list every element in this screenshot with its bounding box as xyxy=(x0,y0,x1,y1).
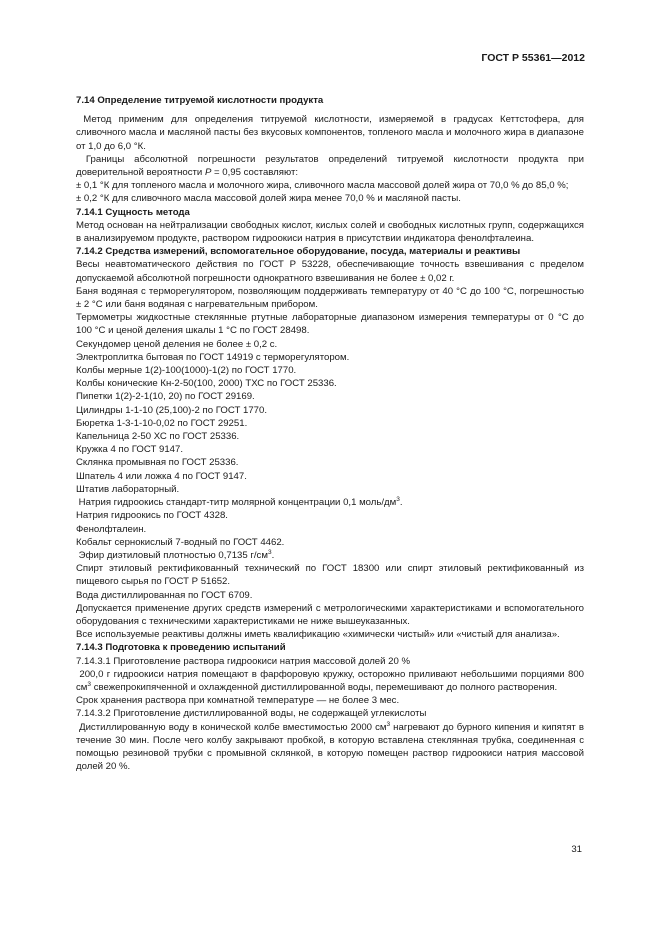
paragraph: ± 0,2 °К для сливочного масла массовой долей жира менее 70,0 % и масляной пасты. xyxy=(76,193,461,205)
list-item: Колбы мерные 1(2)-100(1000)-1(2) по ГОСТ 1770. xyxy=(76,365,297,377)
list-item: Допускается применение других средств измерений с метрологическими характеристиками и вспомогательного оборудования с техническими характеристиками не ниже вышеуказанных. xyxy=(76,602,584,627)
intro-text: Границы абсолютной погрешности результатов определений титруемой кислотности продукта при доверительной вероятности xyxy=(76,153,584,179)
paragraph xyxy=(76,153,584,179)
list-item: Весы неавтоматического действия по ГОСТ Р 53228, обеспечивающие точность взвешивания с пределом допускаемой абсолютной погрешности однократного взвешивания не более ± 0,02 г. xyxy=(76,259,584,284)
list-item-text: Натрия гидроокись стандарт-титр молярной концентрации 0,1 моль/дм xyxy=(78,497,397,509)
intro-text: Метод применим для определения титруемой кислотности, измеряемой в градусах Кеттстофера, для сливочного масла и масляной пасты без вкусовых компонентов, топленого масла и молочного жира в диапазоне от 1,0 до 6,0 °К. xyxy=(76,114,584,152)
list-item: Пипетки 1(2)-2-1(10, 20) по ГОСТ 29169. xyxy=(76,391,255,403)
list-item: Кружка 4 по ГОСТ 9147. xyxy=(76,444,184,456)
subsection-title-7143: 7.14.3 Подготовка к проведению испытаний xyxy=(76,642,286,654)
paragraph: Метод основан на нейтрализации свободных кислот, кислых солей и свободных кислотных групп, содержащихся в анализируемом продукте, раствором гидроокиси натрия в присутствии индикатора фенолфталеина. xyxy=(76,219,584,245)
reagent-list-2 xyxy=(76,562,584,641)
list-item-text: . xyxy=(271,549,275,561)
intro-text: = 0,95 составляют: xyxy=(211,167,299,179)
list-item xyxy=(76,549,584,562)
subsection-title-7142: 7.14.2 Средства измерений, вспомогательное оборудование, посуда, материалы и реактивы xyxy=(76,246,521,258)
subsection-title-7141: 7.14.1 Сущность метода xyxy=(76,206,190,218)
list-item: Термометры жидкостные стеклянные ртутные лабораторные диапазоном измерения температуры от 0 °С до 100 °С и ценой деления шкалы 1 °С по ГОСТ 28498. xyxy=(76,312,584,337)
list-item-text: Эфир диэтиловый плотностью 0,7135 г/см xyxy=(78,549,268,561)
paragraph xyxy=(76,668,584,694)
paragraph-text: 200,0 г гидроокиси натрия помещают в фарфоровую кружку, осторожно приливают небольшими порциями 800 см xyxy=(76,668,584,693)
list-item: Секундомер ценой деления не более ± 0,2 с. xyxy=(76,338,278,350)
list-item: Цилиндры 1-1-10 (25,100)-2 по ГОСТ 1770. xyxy=(76,404,267,416)
list-item: Спирт этиловый ректификованный технический по ГОСТ 18300 или спирт этиловый ректификованный из пищевого сырья по ГОСТ Р 51652. xyxy=(76,563,584,588)
paragraph-text: Дистиллированную воду в конической колбе вместимостью 2000 см xyxy=(79,721,387,733)
list-item: Электроплитка бытовая по ГОСТ 14919 с терморегулятором. xyxy=(76,351,350,363)
list-item: Колбы конические Кн-2-50(100, 2000) ТХС по ГОСТ 25336. xyxy=(76,378,337,390)
superscript: 3 xyxy=(267,548,272,556)
list-item: Капельница 2-50 ХС по ГОСТ 25336. xyxy=(76,431,240,443)
section-title: 7.14 Определение титруемой кислотности продукта xyxy=(76,95,324,106)
paragraph: Срок хранения раствора при комнатной температуре — не более 3 мес. xyxy=(76,695,400,707)
paragraph-text: нагревают до бурного кипения и кипятят в течение 30 мин. После чего колбу закрывают пробкой, в которую вставлена стеклянная трубка, соединенная с помощью резиновой трубки с промывной склянкой, в которую помещен раствор гидроокиси натрия массовой долей 20 %. xyxy=(76,721,584,773)
list-item: Фенолфталеин. xyxy=(76,523,147,535)
page-body xyxy=(76,94,584,773)
list-item: Натрия гидроокись по ГОСТ 4328. xyxy=(76,510,228,522)
superscript: 3 xyxy=(87,680,92,688)
reagent-list xyxy=(76,509,584,549)
list-item: Склянка промывная по ГОСТ 25336. xyxy=(76,457,239,469)
list-item-text: . xyxy=(399,497,403,509)
list-item: Бюретка 1-3-1-10-0,02 по ГОСТ 29251. xyxy=(76,417,248,429)
page-number: 31 xyxy=(571,844,582,855)
superscript: 3 xyxy=(386,720,391,728)
paragraph xyxy=(76,113,584,153)
paragraph-text: свежепрокипяченной и охлажденной дистиллированной воды, перемешивают до полного растворения. xyxy=(91,681,558,693)
paragraph xyxy=(76,721,584,774)
list-item: Вода дистиллированная по ГОСТ 6709. xyxy=(76,589,253,601)
list-item: Кобальт сернокислый 7-водный по ГОСТ 4462. xyxy=(76,536,285,548)
list-item: Штатив лабораторный. xyxy=(76,483,180,495)
paragraph: 7.14.3.2 Приготовление дистиллированной воды, не содержащей углекислоты xyxy=(76,708,427,720)
document-header: ГОСТ Р 55361—2012 xyxy=(481,52,585,64)
list-item: Все используемые реактивы должны иметь квалификацию «химически чистый» или «чистый для анализа». xyxy=(76,629,560,641)
superscript: 3 xyxy=(396,495,400,503)
paragraph: ± 0,1 °К для топленого масла и молочного жира, сливочного масла массовой долей жира от 70,0 % до 85,0 %; xyxy=(76,180,569,192)
paragraph: 7.14.3.1 Приготовление раствора гидроокиси натрия массовой долей 20 % xyxy=(76,655,411,667)
variable-p: P xyxy=(204,167,212,179)
equipment-list xyxy=(76,258,584,496)
list-item: Шпатель 4 или ложка 4 по ГОСТ 9147. xyxy=(76,470,247,482)
list-item xyxy=(76,496,584,509)
list-item: Баня водяная с терморегулятором, позволяющим поддерживать температуру от 40 °С до 100 °С, погрешностью ± 2 °С или баня водяная с нагревательным прибором. xyxy=(76,285,584,311)
